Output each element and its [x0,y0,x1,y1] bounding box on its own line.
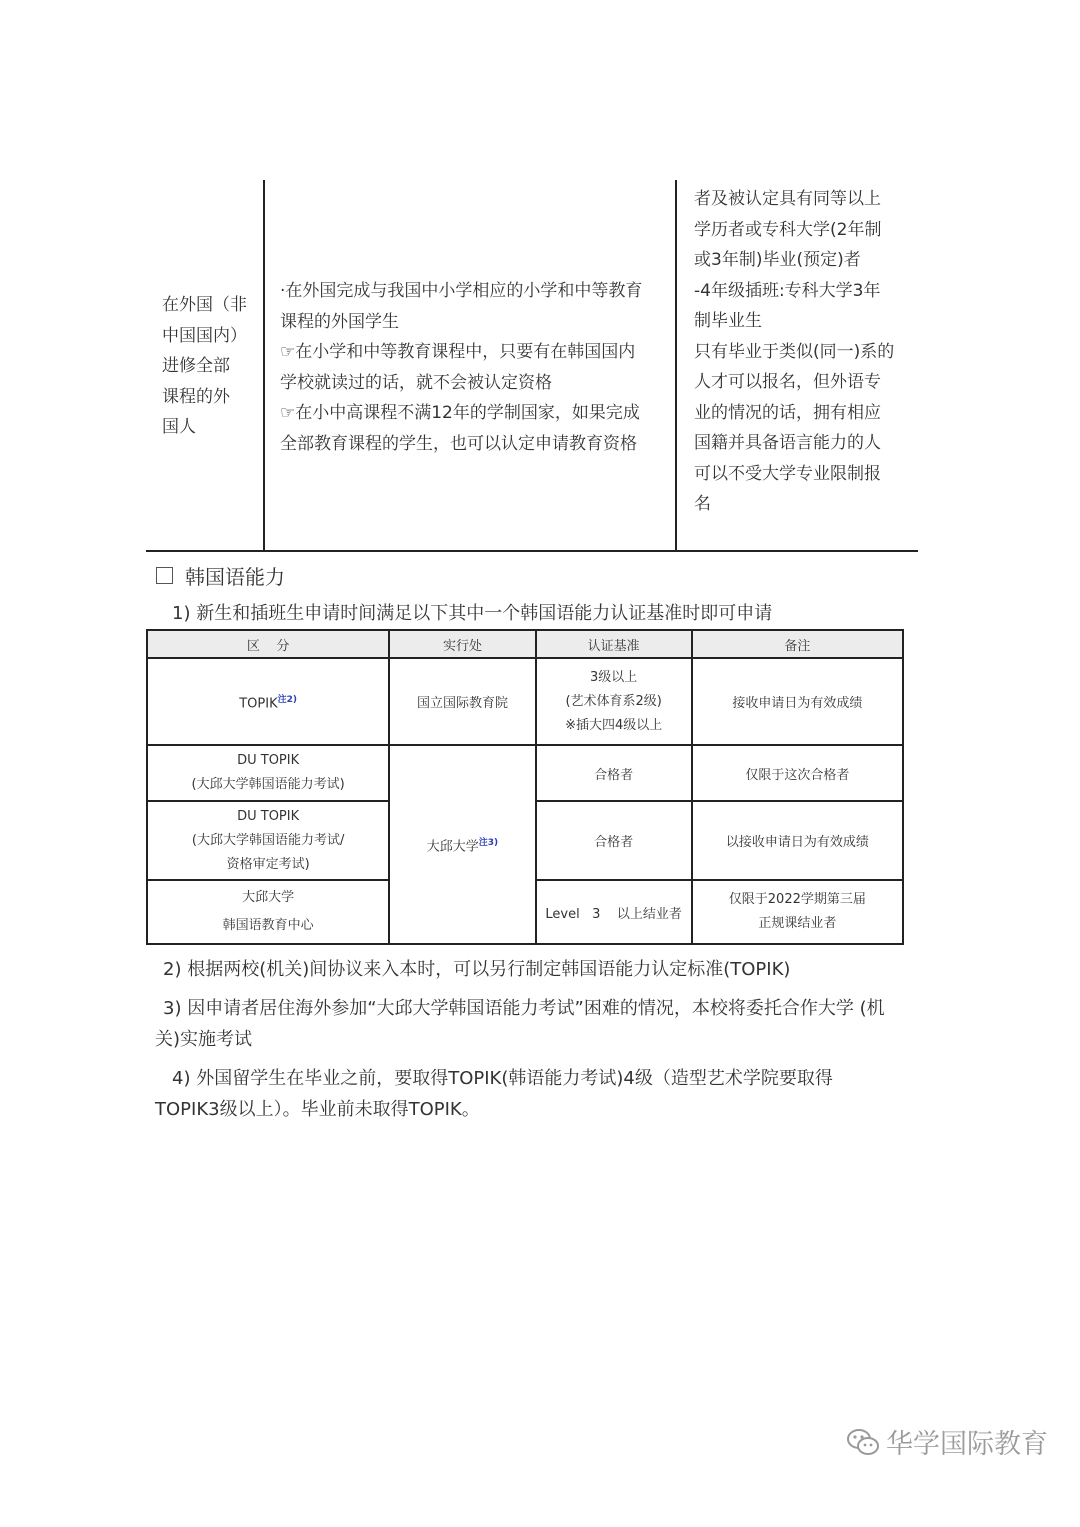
table-row [147,745,903,801]
category-cell [147,801,389,880]
col2-line: ☞在小中高课程不满12年的学制国家，如果完成 [280,403,640,423]
remark-line: 仅限于2022学期第三届 [728,892,866,907]
category-text: TOPIK [239,696,278,712]
col3-line: 或3年制)毕业(预定)者 [694,250,861,270]
watermark-text: 华学国际教育 [886,1429,1048,1460]
remark-line: 正规课结业者 [758,916,837,931]
note-3-line: 3) 因申请者居住海外参加“大邱大学韩国语能力考试”困难的情况，本校将委托合作大学 (机 [163,998,885,1019]
standard-cell: Level 3 以上结业者 [536,880,692,944]
category-cell [147,745,389,801]
note-4-line: 4) 外国留学生在毕业之前，要取得TOPIK(韩语能力考试)4级（造型艺术学院要取得 [172,1068,833,1089]
category-line: DU TOPIK [237,753,300,768]
remark-cell: 接收申请日为有效成绩 [692,658,903,745]
top-table-bottom-border [146,550,918,552]
col3-line: 制毕业生 [694,311,762,331]
col2-line: 课程的外国学生 [280,311,399,332]
checkbox-icon [156,567,173,584]
top-table-col2 [280,276,672,459]
col3-line: 可以不受大学专业限制报 [694,463,881,484]
col3-line: -4年级插班:专科大学3年 [694,280,881,301]
category-line: 韩国语教育中心 [222,918,314,933]
col1-line: 课程的外 [162,386,230,407]
col1-line: 进修全部 [162,356,230,376]
col1-line: 中国国内） [162,325,247,346]
col2-line: ·在外国完成与我国中小学相应的小学和中等教育 [280,281,643,301]
watermark [846,1422,1048,1461]
note-2: 2) 根据两校(机关)间协议来入本时，可以另行制定韩国语能力认定标准(TOPIK) [163,959,791,980]
top-table-col1 [162,290,258,443]
section-item-1: 1) 新生和插班生申请时间满足以下其中一个韩国语能力认证基准时即可申请 [172,603,773,624]
org-text: 大邱大学 [426,839,479,855]
top-table-col3 [694,184,916,520]
col1-line: 在外国（非 [162,295,247,315]
category-cell [147,880,389,944]
top-table-divider-2 [675,180,677,552]
header-standard: 认证基准 [536,630,692,658]
section-heading [156,561,285,590]
org-cell: 国立国际教育院 [389,658,535,745]
note-4-line: TOPIK3级以上）。毕业前未取得TOPIK。 [155,1099,480,1120]
header-remark: 备注 [692,630,903,658]
category-line: 大邱大学 [242,890,295,905]
standard-line: ※插大四4级以上 [565,717,663,733]
note-marker: 注2) [277,694,297,705]
col2-line: 全部教育课程的学生，也可以认定申请教育资格 [280,433,637,454]
wechat-icon [846,1427,880,1457]
col3-line: 国籍并具备语言能力的人 [694,433,881,453]
note-4 [155,1063,935,1125]
standard-cell: 合格者 [536,801,692,880]
col3-line: 学历者或专科大学(2年制 [694,219,882,240]
col3-line: 只有毕业于类似(同一)系的 [694,341,895,362]
category-line: (大邱大学韩国语能力考试) [191,777,345,792]
category-line: (大邱大学韩国语能力考试/ [191,832,345,848]
note-3-line: 关)实施考试 [155,1029,253,1050]
col3-line: 者及被认定具有同等以上 [694,189,881,209]
col2-line: ☞在小学和中等教育课程中，只要有在韩国国内 [280,342,636,362]
standard-line: 3级以上 [590,669,638,685]
col2-line: 学校就读过的话，就不会被认定资格 [280,372,552,393]
category-line: 资格审定考试) [226,856,310,872]
table-row [147,658,903,745]
language-table [146,629,904,945]
col3-line: 人才可以报名，但外语专 [694,372,881,392]
table-header-row [147,630,903,658]
org-cell-merged [389,745,535,944]
category-cell [147,658,389,745]
section-title: 韩国语能力 [185,565,285,589]
col3-line: 名 [694,494,711,514]
note-3 [155,993,935,1055]
header-org: 实行处 [389,630,535,658]
top-table-divider-1 [263,180,265,552]
note-marker: 注3) [478,837,499,848]
standard-cell: 合格者 [536,745,692,801]
remark-cell: 以接收申请日为有效成绩 [692,801,903,880]
remark-cell: 仅限于这次合格者 [692,745,903,801]
remark-cell [692,880,903,944]
category-line: DU TOPIK [237,808,300,824]
standard-line: (艺术体育系2级) [565,693,662,709]
col1-line: 国人 [162,417,196,437]
standard-cell [536,658,692,745]
col3-line: 业的情况的话，拥有相应 [694,402,881,423]
header-category: 区 分 [147,630,389,658]
